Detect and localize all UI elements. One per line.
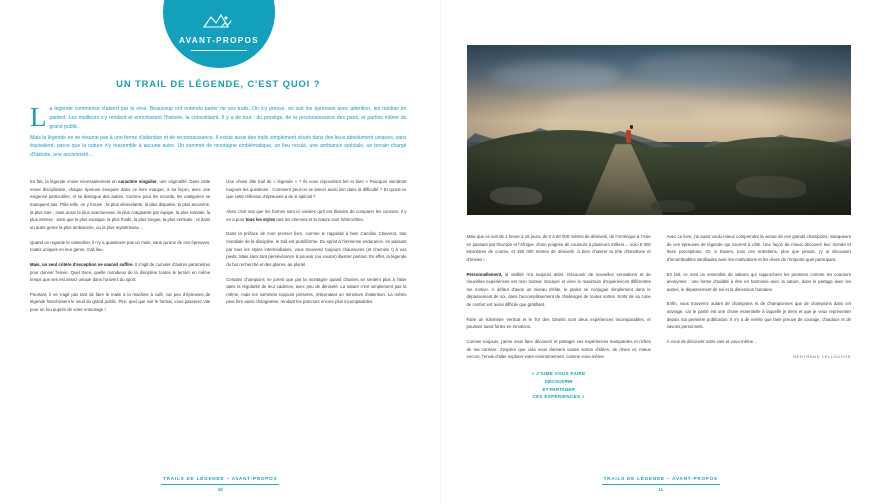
page-number: 11 [658,487,664,492]
mountain-runner-icon [202,12,236,30]
intro-paragraph-1: a légende commence d'abord par le rêve. Beaucoup ont entendu parler de ces trails. On s'y presse, on suit les épreuves avec attention, les médias en parlent. Les meilleurs s'y rendent et enrichissent l'histoire, la convoitisent. Il y a de tout : du prestige, de la reconnaissance des pairs, et parfois même du grand public. [49,106,407,130]
paragraph: Faire un Kilomètre Vertical et le Tor des Géants sont deux expériences incomparables, et pourtant aussi fortes en émotions. [466,316,651,330]
footer-title: TRAILS DE LÉGENDE – AVANT-PROPOS [603,476,718,481]
paragraph: Dans la préface de mon premier livre, comme le rappelait à bien Caroline Chaverot, star mondiale de la discipline, le trail est protéiforme. Du sprint à l'immense endurance, en passant par tous les styles intermédiaires, vous trouverez toujours chaussures (et chemins !) à vos pieds. Mais sans tant persévérance à pouvoir (ou vouloir) illustrer partout. En effet, la légende du but recherché et des gloires, au pluriel. [226,231,407,267]
badge-rule [191,50,247,51]
pull-quote-line-4: CES EXPÉRIENCES » [532,394,585,400]
paragraph: Quand on regarde le calendrier, il n'y a quasiment pas un mois, sans qu'une de ces épreuves, toutes uniques en leur genre, n'ait lieu. [30,239,211,253]
paragraph: Pourtant, il ne s'agit pas tant de faire le malin à la machine à café, car peu d'épreuves de légende franchissent le seuil du grand public. Pire, quel que soit le format, vous passerez vite pour un fou auprès de votre entourage ! [30,291,211,313]
paragraph: Mais que ce soit de 1 heure à 15 jours, de 0 à 50 000 mètres de dénivelé, de l'Amérique à l'Asie en passant par l'Europe et l'Afrique, d'une poignée de coureurs à plusieurs milliers… voici 5 000 kilomètres de course, et 250 000 mètres de dénivelé, à bien chavirer la tête d'émotions et d'envies ! [466,234,651,262]
right-footer [441,476,881,492]
paragraph: À vous de découvrir votre voie et vous-même… [666,339,758,345]
paragraph: Avec ce livre, j'ai aussi voulu mieux comprendre la venue de ces grands champions, vainqueurs de ces épreuves de légende qui courent à côté. Une façon de mieux découvrir leur monde et leurs perceptions. Or, à travers, tous ces entretiens, plus que jamais, j'y ai découvert d'innombrables similitudes avec les motivations et les rêves de n'importe quel participant. [666,234,851,262]
footer-rule [161,484,279,485]
paragraph: Enfin, vous trouverez autant de champions et de championnes que de champions dans cet ouvrage, car le parité est une chose essentielle à laquelle je tiens et que je veux représenter depuis ma première publication. Il n'y a de mérite que faire preuve de courage, d'audace et de savoirs personnels. [666,301,851,330]
trail-runner-photo [467,45,852,215]
right-page [441,0,881,504]
paragraph: Alors c'est vrai que les formes sont ici variées qu'il est illusoire de comparer les courses. Il y en a pour tous les styles tant les chemins et la nature sont hétéroclites. [226,209,407,222]
paragraph: En fait, ce sont un ensemble de valeurs qui rapprochent les premiers comme les coureurs anonymes : une forme d'avidité à être en harmonie avec la nature, dans le partage avec les autres, le dépassement de soi et la dimension humaine. [666,271,851,292]
pull-quote-line-2: DÉCOUVRIR [544,378,573,384]
drop-cap: L [30,102,47,132]
intro-block [30,102,407,160]
paragraph: Personnellement, la vieillité m'a toujours attiré. Découvrir de nouvelles sensations et de nouvelles expériences est mon moteur. Essayer et vivre le maximum d'expériences différentes me motive. À défaut d'avoir un niveau d'élite, le plaisir se conjugue simplement dans le dépassement de soi, dans l'accomplissement de challenges de toutes sortes. Sortir de sa zone de confort est aussi difficile que gratifiant. [466,271,651,308]
left-column-1 [30,178,210,321]
photo-vignette [467,45,852,215]
right-column-1 [467,233,651,408]
paragraph: Comme toujours, j'aime vous faire découvrir et partager ces expériences marquantes et riches de ma carrière. J'espère que cela vous donnera toutes sortes d'idées, de rêves et, mieux encore, l'envie d'aller explorer votre environnement, comme vous-même. [466,339,651,360]
badge-label: AVANT-PROPOS [179,36,259,45]
pull-quote [467,370,651,401]
footer-title: TRAILS DE LÉGENDE – AVANT-PROPOS [163,476,278,481]
page-number: 10 [217,487,223,492]
left-column-2 [226,178,406,321]
pull-quote-line-3: ET PARTAGER [542,386,575,392]
author-signature: BERTRAND LELLOUCHE [793,353,851,359]
pull-quote-line-1: « J'AIME VOUS FAIRE [531,370,586,376]
left-columns [30,178,407,321]
paragraph: Mais, un seul critère d'exception ne saurait suffire. Il s'agit de cumuler d'autres paramètres pour donner l'envie. Quel tracé, quelle mondieux de la discipline toutes le terrain en même temps que ses est assez unique dans l'univers du sport. [30,261,211,283]
right-column-2 [667,233,851,408]
footer-rule [602,484,720,485]
left-footer [0,476,441,492]
page-title: UN TRAIL DE LÉGENDE, C'EST QUOI ? [116,78,321,89]
right-columns [467,233,852,408]
paragraph: En fait, la légende croise nécessairement un caractère singulier, une originalité. Dans cette revue disciplinaire, chaque épreuve évoquée dans ce livre marque, à sa façon, avec une exigence particulière, et se distingue des autres. Comme pour les records, les catégories ne manquent pas. Plûs-relle, on y trouve : la plus dénivelante, la plus disputée, la plus ancienne, la plus rare ; mais aussi la plus aventureuse, la plus craignante par équipe, la plus estivale, la plus intense ; ainsi que la plus exotique, la plus froide, la plus longue, la plus verticale ; et dans un autre genre la plus ambiancée, ou la plus mystérieuse… [30,179,211,230]
paragraph: Certains champions ne jurent que par la montagne quand d'autres se sentent plus à l'aise dans la régularité de leur cadence, avec peu de dénivelé. La nature n'est simplement pas la même, mais les sommets toujours présents, réticendant un minimum d'attention. La météo peut être aussi changeante, rendant les parcours encore plus incomparables. [226,276,407,305]
avant-propos-badge [163,0,275,68]
paragraph: Une chose dite trail de « légende » ? Ils vous répondront bel et bien « Pourquoi viendront toujours les questions : Comment peut-on se lancer aussi loin dans la difficulté ? Et qu'est-ce que cette réflexion d'épreuves a de si spécial ? [226,179,407,200]
intro-paragraph-2: Mais la légende ne se résume pas à une forme d'attention et de reconnaissance. Il existe aussi des trails simplement situés dans des lieux absolument uniques, sans équivalent, parce que la nature n'y ressemble à aucune autre. Un sommet de montagne emblématique, un lieu reculé, une ambiance spéciale, un terrain chargé d'histoire, une ancienneté… [30,134,407,159]
